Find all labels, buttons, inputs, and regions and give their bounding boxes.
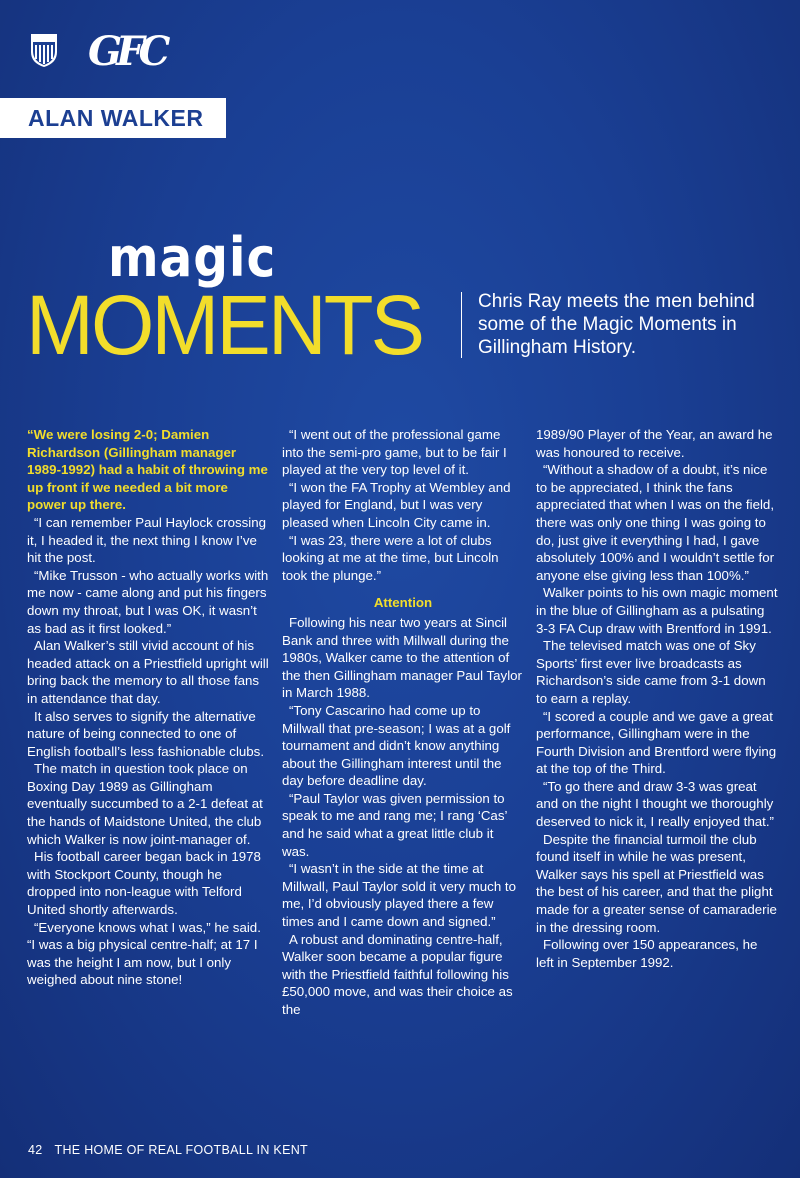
paragraph: “I scored a couple and we gave a great performance, Gillingham were in the Fourth Division and Brentford were flying at the top of the Third. bbox=[536, 708, 777, 777]
paragraph: “I can remember Paul Haylock crossing it, I headed it, the next thing I know I’ve hit the post. bbox=[27, 514, 267, 566]
article-column-3 bbox=[536, 426, 778, 971]
page-footer bbox=[28, 1143, 308, 1157]
paragraph: 1989/90 Player of the Year, an award he was honoured to receive. bbox=[536, 427, 773, 460]
paragraph: Despite the financial turmoil the club found itself in while he was present, Walker says his spell at Priestfield was the best of his career, and that the plight made for a greater sense of camaraderie in the dressing room. bbox=[536, 831, 777, 935]
club-monogram-logo: GFC bbox=[88, 28, 165, 75]
paragraph: “Without a shadow of a doubt, it’s nice to be appreciated, I think the fans appreciated that when I was on the field, there was only one thing I was going to do, just give it everything I had, I gave absolutely 100% and I wouldn’t settle for anyone else giving less than 100%.” bbox=[536, 462, 775, 583]
paragraph: “Mike Trusson - who actually works with me now - came along and put his fingers down my throat, but I was OK, it wasn’t as bad as it first looked.” bbox=[27, 567, 269, 636]
paragraph: Following his near two years at Sincil Bank and three with Millwall during the 1980s, Walker came to the attention of the then Gillingham manager Paul Taylor in March 1988. bbox=[282, 614, 522, 701]
paragraph: The televised match was one of Sky Sports’ first ever live broadcasts as Richardson’s side came from 3-1 down to earn a replay. bbox=[536, 638, 766, 706]
paragraph: “Paul Taylor was given permission to speak to me and rang me; I rang ‘Cas’ and he said what a great little club it was. bbox=[282, 790, 507, 859]
paragraph: “I won the FA Trophy at Wembley and played for England, but I was very pleased when Lincoln City came in. bbox=[282, 479, 511, 530]
paragraph: “I went out of the professional game into the semi-pro game, but to be fair I played at the very top level of it. bbox=[282, 427, 507, 478]
title-moments: MOMENTS bbox=[26, 278, 423, 372]
paragraph: “I was 23, there were a lot of clubs looking at me at the time, but Lincoln took the plunge.” bbox=[282, 532, 499, 583]
paragraph: “We were losing 2-0; Damien Richardson (Gillingham manager 1989-1992) had a habit of throwing me up front if we needed a bit more power up there. bbox=[27, 427, 268, 513]
club-crest-icon bbox=[30, 32, 58, 68]
paragraph: Following over 150 appearances, he left in September 1992. bbox=[536, 937, 758, 970]
paragraph: Alan Walker’s still vivid account of his headed attack on a Priestfield upright will bring back the memory to all those fans in attendance that day. bbox=[27, 638, 269, 706]
paragraph: “Tony Cascarino had come up to Millwall that pre-season; I was at a golf tournament and didn’t know anything about the Gillingham interest until the day before deadline day. bbox=[282, 702, 511, 789]
paragraph: A robust and dominating centre-half, Walker soon became a popular figure with the Priestfield faithful following his £50,000 move, and was their choice as the bbox=[282, 931, 513, 1017]
title-magic: magic bbox=[108, 226, 277, 289]
page-number: 42 bbox=[28, 1143, 43, 1157]
paragraph: “To go there and draw 3-3 was great and on the night I thought we thoroughly deserved to nick it, I really enjoyed that.” bbox=[536, 778, 774, 830]
section-subhead: Attention bbox=[373, 595, 433, 611]
paragraph: Walker points to his own magic moment in the blue of Gillingham as a pulsating 3-3 FA Cup draw with Brentford in 1991. bbox=[536, 585, 778, 636]
player-name-banner: ALAN WALKER bbox=[0, 98, 226, 138]
article-column-1 bbox=[27, 426, 269, 989]
footer-tagline: THE HOME OF REAL FOOTBALL IN KENT bbox=[54, 1143, 308, 1157]
article-column-2 bbox=[282, 426, 524, 1019]
article-intro: Chris Ray meets the men behind some of the Magic Moments in Gillingham History. bbox=[478, 291, 755, 358]
paragraph: It also serves to signify the alternative nature of being connected to one of English football’s less fashionable clubs. bbox=[27, 708, 265, 759]
paragraph: His football career began back in 1978 with Stockport County, though he dropped into non-league with Telford United shortly afterwards. bbox=[27, 849, 261, 918]
paragraph: “I wasn’t in the side at the time at Millwall, Paul Taylor sold it very much to me, I’d obviously played there a few times and I came down and signed.” bbox=[282, 861, 517, 930]
paragraph: The match in question took place on Boxing Day 1989 as Gillingham eventually succumbed to a 2-1 defeat at the hands of Maidstone United, the club which Walker is now joint-manager of. bbox=[27, 761, 263, 847]
title-divider bbox=[461, 292, 462, 358]
paragraph: “Everyone knows what I was,” he said. “I was a big physical centre-half; at 17 I was the height I am now, but I only weighed about nine stone! bbox=[27, 919, 261, 988]
